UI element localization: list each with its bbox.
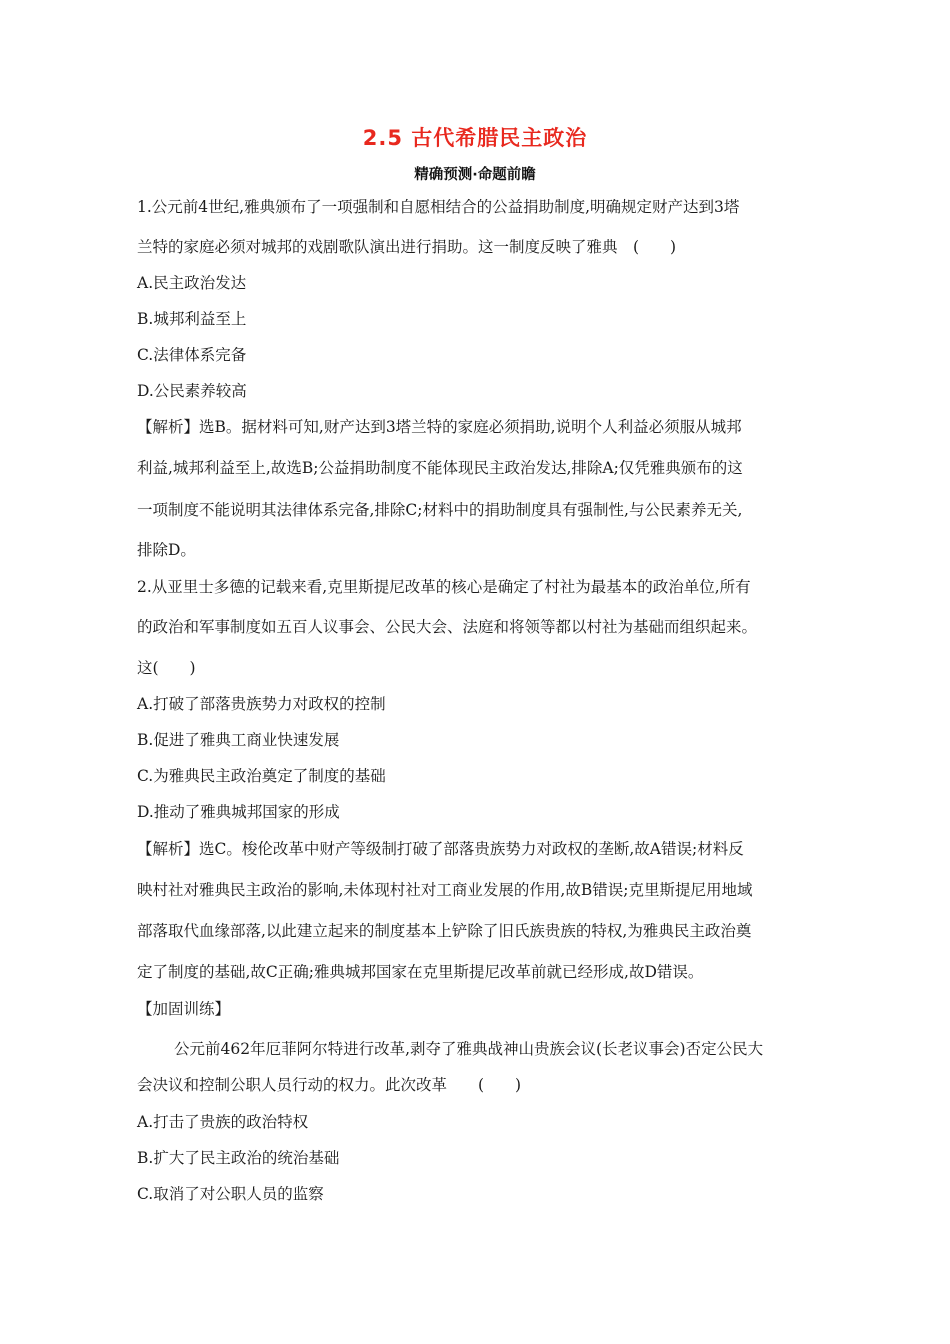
q1-analysis-line-4: 排除D。 <box>137 541 196 559</box>
q2-analysis-line-2: 映村社对雅典民主政治的影响,未体现村社对工商业发展的作用,故B错误;克里斯提尼用地域 <box>137 881 753 899</box>
q2-analysis-line-3: 部落取代血缘部落,以此建立起来的制度基本上铲除了旧氏族贵族的特权,为雅典民主政治奠 <box>137 922 752 940</box>
q2-stem-line-3: 这( ) <box>137 659 196 677</box>
q1-stem-line-2: 兰特的家庭必须对城邦的戏剧歌队演出进行捐助。这一制度反映了雅典 ( ) <box>137 238 677 256</box>
q2-option-c: C.为雅典民主政治奠定了制度的基础 <box>137 767 386 785</box>
page-title: 2.5 古代希腊民主政治 <box>362 126 588 150</box>
q2-analysis-line-1: 【解析】选C。梭伦改革中财产等级制打破了部落贵族势力对政权的垄断,故A错误;材料反 <box>137 840 744 858</box>
q2-stem-line-2: 的政治和军事制度如五百人议事会、公民大会、法庭和将领等都以村社为基础而组织起来。 <box>137 618 758 636</box>
reinforce-option-a: A.打击了贵族的政治特权 <box>137 1113 309 1131</box>
q1-stem-line-1: 1.公元前4世纪,雅典颁布了一项强制和自愿相结合的公益捐助制度,明确规定财产达到3塔 <box>137 198 740 216</box>
q2-stem-line-1: 2.从亚里士多德的记载来看,克里斯提尼改革的核心是确定了村社为最基本的政治单位,所有 <box>137 578 751 596</box>
q2-analysis-line-4: 定了制度的基础,故C正确;雅典城邦国家在克里斯提尼改革前就已经形成,故D错误。 <box>137 963 704 981</box>
q1-option-b: B.城邦利益至上 <box>137 310 247 328</box>
q1-analysis-line-2: 利益,城邦利益至上,故选B;公益捐助制度不能体现民主政治发达,排除A;仅凭雅典颁布的这 <box>137 459 743 477</box>
reinforce-heading: 【加固训练】 <box>137 1000 231 1018</box>
reinforce-option-c: C.取消了对公职人员的监察 <box>137 1185 324 1203</box>
q2-option-d: D.推动了雅典城邦国家的形成 <box>137 803 340 821</box>
q1-analysis-line-3: 一项制度不能说明其法律体系完备,排除C;材料中的捐助制度具有强制性,与公民素养无关, <box>137 501 743 519</box>
q1-option-c: C.法律体系完备 <box>137 346 247 364</box>
reinforce-option-b: B.扩大了民主政治的统治基础 <box>137 1149 340 1167</box>
reinforce-stem-line-2: 会决议和控制公职人员行动的权力。此次改革 ( ) <box>137 1076 522 1094</box>
reinforce-stem-line-1: 公元前462年厄菲阿尔特进行改革,剥夺了雅典战神山贵族会议(长老议事会)否定公民大 <box>174 1040 764 1058</box>
q1-option-d: D.公民素养较高 <box>137 382 247 400</box>
q1-analysis-line-1: 【解析】选B。据材料可知,财产达到3塔兰特的家庭必须捐助,说明个人利益必须服从城邦 <box>137 418 742 436</box>
q2-option-b: B.促进了雅典工商业快速发展 <box>137 731 340 749</box>
q2-option-a: A.打破了部落贵族势力对政权的控制 <box>137 695 386 713</box>
page-subtitle: 精确预测·命题前瞻 <box>414 167 536 183</box>
q1-option-a: A.民主政治发达 <box>137 274 247 292</box>
